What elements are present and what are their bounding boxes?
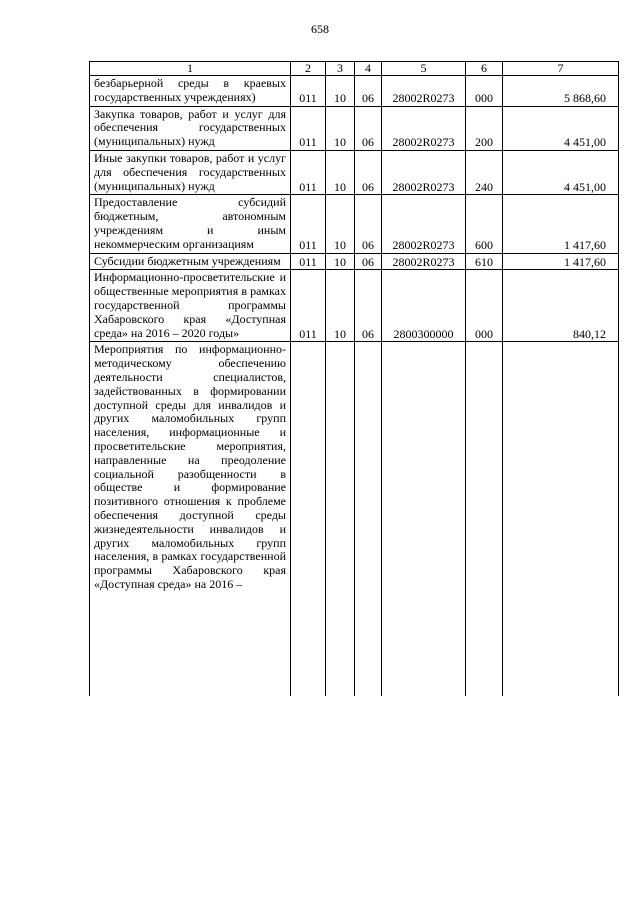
row-amount: 1 417,60 xyxy=(503,253,619,270)
row-subsection-code: 06 xyxy=(355,76,382,107)
column-header-7: 7 xyxy=(503,62,619,76)
row-amount: 4 451,00 xyxy=(503,106,619,150)
row-ministry-code: 011 xyxy=(291,253,326,270)
row-target-article: 2800300000 xyxy=(382,270,466,342)
table-row xyxy=(90,76,619,107)
row-section-code: 10 xyxy=(326,106,355,150)
header-row xyxy=(90,62,619,76)
row-amount xyxy=(503,342,619,697)
row-name: Мероприятия по информационно-методическому обеспечению деятельности специалистов, задействованных в формировании доступной среды для инвалидов и других маломобильных групп населения, информационные и просветительские мероприятия, направленные на преодоление социальной разобщенности в обществе и формирование позитивного отношения к проблеме обеспечения доступной среды жизнедеятельности инвалидов и других маломобильных групп населения, в рамках государственной программы Хабаровского края «Доступная среда» на 2016 – xyxy=(90,342,291,697)
table-row xyxy=(90,195,619,253)
row-target-article: 28002R0273 xyxy=(382,195,466,253)
table-row xyxy=(90,342,619,697)
row-section-code: 10 xyxy=(326,76,355,107)
row-expense-type: 200 xyxy=(466,106,503,150)
column-header-6: 6 xyxy=(466,62,503,76)
row-ministry-code: 011 xyxy=(291,270,326,342)
table-row xyxy=(90,253,619,270)
row-subsection-code: 06 xyxy=(355,253,382,270)
row-ministry-code xyxy=(291,342,326,697)
table-row xyxy=(90,270,619,342)
row-section-code: 10 xyxy=(326,270,355,342)
row-expense-type: 600 xyxy=(466,195,503,253)
column-header-5: 5 xyxy=(382,62,466,76)
row-amount: 5 868,60 xyxy=(503,76,619,107)
row-expense-type: 000 xyxy=(466,270,503,342)
row-amount: 4 451,00 xyxy=(503,150,619,194)
row-name: Закупка товаров, работ и услуг для обеспечения государственных (муниципальных) нужд xyxy=(90,106,291,150)
row-name: безбарьерной среды в краевых государственных учреждениях) xyxy=(90,76,291,107)
row-section-code: 10 xyxy=(326,253,355,270)
row-expense-type: 000 xyxy=(466,76,503,107)
row-target-article: 28002R0273 xyxy=(382,150,466,194)
budget-table xyxy=(89,61,619,696)
row-expense-type xyxy=(466,342,503,697)
row-name: Информационно-просветительские и общественные мероприятия в рамках государственной программы Хабаровского края «Доступная среда» на 2016 – 2020 годы» xyxy=(90,270,291,342)
row-ministry-code: 011 xyxy=(291,76,326,107)
row-subsection-code: 06 xyxy=(355,150,382,194)
page-number: 658 xyxy=(311,22,329,36)
row-name: Предоставление субсидий бюджетным, автономным учреждениям и иным некоммерческим организациям xyxy=(90,195,291,253)
row-name: Иные закупки товаров, работ и услуг для обеспечения государственных (муниципальных) нужд xyxy=(90,150,291,194)
table-row xyxy=(90,150,619,194)
row-expense-type: 610 xyxy=(466,253,503,270)
row-subsection-code: 06 xyxy=(355,195,382,253)
row-section-code xyxy=(326,342,355,697)
row-ministry-code: 011 xyxy=(291,106,326,150)
row-ministry-code: 011 xyxy=(291,150,326,194)
row-amount: 840,12 xyxy=(503,270,619,342)
row-section-code: 10 xyxy=(326,150,355,194)
row-subsection-code xyxy=(355,342,382,697)
column-header-3: 3 xyxy=(326,62,355,76)
row-amount: 1 417,60 xyxy=(503,195,619,253)
row-ministry-code: 011 xyxy=(291,195,326,253)
row-target-article: 28002R0273 xyxy=(382,106,466,150)
row-subsection-code: 06 xyxy=(355,106,382,150)
column-header-4: 4 xyxy=(355,62,382,76)
row-target-article xyxy=(382,342,466,697)
table-row xyxy=(90,106,619,150)
row-section-code: 10 xyxy=(326,195,355,253)
row-expense-type: 240 xyxy=(466,150,503,194)
row-target-article: 28002R0273 xyxy=(382,253,466,270)
column-header-2: 2 xyxy=(291,62,326,76)
row-target-article: 28002R0273 xyxy=(382,76,466,107)
row-name: Субсидии бюджетным учреждениям xyxy=(90,253,291,270)
row-subsection-code: 06 xyxy=(355,270,382,342)
column-header-1: 1 xyxy=(90,62,291,76)
